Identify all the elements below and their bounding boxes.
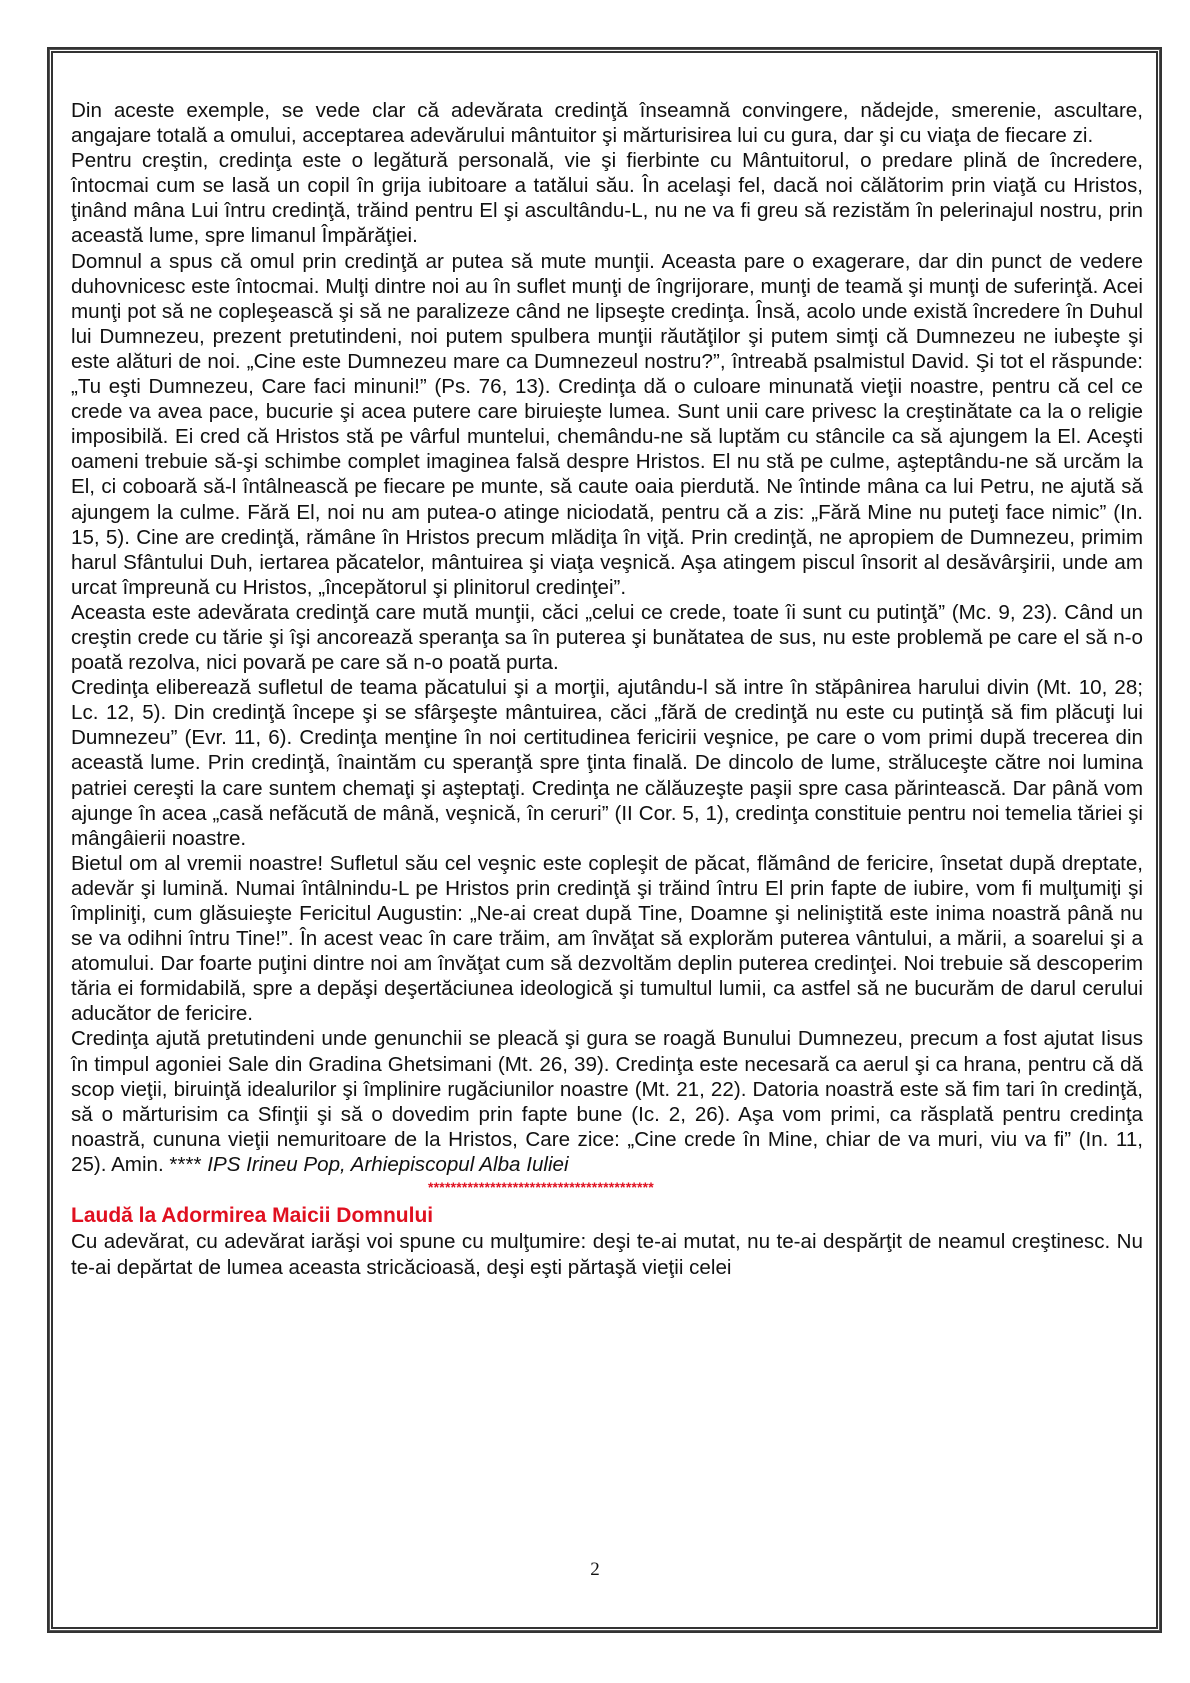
- paragraph-7: [71, 1026, 1143, 1177]
- paragraph-2: Pentru creştin, credinţa este o legătură personală, vie şi fierbinte cu Mântuitorul, o predare plină de încredere, întocmai cum se lasă un copil în grija iubitoare a tatălui său. În acelaşi fel, dacă noi călătorim prin viaţă cu Hristos, ţinând mâna Lui întru credinţă, trăind pentru El şi ascultându-L, nu ne va fi greu să rezistăm în pelerinajul nostru, prin această lume, spre limanul Împărăţiei.: [71, 149, 1143, 248]
- paragraph-6: Bietul om al vremii noastre! Sufletul său cel veşnic este copleşit de păcat, flămând de fericire, însetat după dreptate, adevăr şi lumină. Numai întâlnindu-L pe Hristos prin credinţă şi trăind întru El prin fapte de iubire, vom fi mulţumiţi şi împliniţi, cum glăsuieşte Fericitul Augustin: „Ne-ai creat după Tine, Doamne şi neliniştită este inima noastră până nu se va odihni întru Tine!”. În acest veac în care trăim, am învăţat să explorăm puterea vântului, a mării, a soarelui şi a atomului. Dar foarte puţini dintre noi am învăţat cum să dezvoltăm deplin puterea credinţei. Noi trebuie să descoperim tăria ei formidabilă, spre a depăşi deşertăciunea ideologică şi tumultul lumii, ca astfel să ne bucurăm de darul cerului aducător de fericire.: [71, 851, 1143, 1026]
- author-signature: IPS Irineu Pop, Arhiepiscopul Alba Iuliei: [207, 1152, 569, 1176]
- section-paragraph: Cu adevărat, cu adevărat iarăşi voi spune cu mulţumire: deşi te-ai mutat, nu te-ai despărţit de neamul creştinesc. Nu te-ai depărtat de lumea aceasta stricăcioasă, deşi eşti părtaşă vieţii celei: [71, 1230, 1143, 1280]
- paragraph-4: Aceasta este adevărata credinţă care mută munţii, căci „celui ce crede, toate îi sunt cu putinţă” (Mc. 9, 23). Când un creştin crede cu tărie şi îşi ancorează speranţa sa în puterea şi bunătatea de sus, nu este problemă pe care el să n-o poată rezolva, nici povară pe care să n-o poată purta.: [71, 600, 1143, 675]
- page-number: 2: [590, 1559, 600, 1580]
- paragraph-5: Credinţa eliberează sufletul de teama păcatului şi a morţii, ajutându-l să intre în stăpânirea harului divin (Mt. 10, 28; Lc. 12, 5). Din credinţă începe şi se sfârşeşte mântuirea, căci „fără de credinţă nu este cu putinţă să fim plăcuţi lui Dumnezeu” (Evr. 11, 6). Credinţa menţine în noi certitudinea fericirii veşnice, pe care o vom primi după trecerea din această lume. Prin credinţă, înaintăm cu speranţă spre ţinta finală. De dincolo de lume, străluceşte către noi lumina patriei cereşti la care suntem chemaţi şi aşteptaţi. Credinţa ne călăuzeşte paşii spre casa părintească. Dar până vom ajunge în acea „casă nefăcută de mână, veşnică, în ceruri” (II Cor. 5, 1), credinţa constituie pentru noi temelia tăriei şi mângâierii noastre.: [71, 676, 1143, 850]
- asterisk-separator: ****************************************: [428, 1179, 654, 1196]
- section-title: Laudă la Adormirea Maicii Domnului: [71, 1204, 434, 1228]
- paragraph-1: Din aceste exemple, se vede clar că adevărata credinţă înseamnă convingere, nădejde, smerenie, ascultare, angajare totală a omului, acceptarea adevărului mântuitor şi mărturisirea lui cu gura, dar şi cu viaţa de fiecare zi.: [71, 99, 1143, 148]
- paragraph-7-text: Credinţa ajută pretutindeni unde genunchii se pleacă şi gura se roagă Bunului Dumnezeu, precum a fost ajutat Iisus în timpul agoniei Sale din Gradina Ghetsimani (Mt. 26, 39). Credinţa este necesară ca aerul şi ca hrana, pentru că dă scop vieţii, biruinţă idealurilor şi împlinire rugăciunilor noastre (Mt. 21, 22). Datoria noastră este să fim tari în credinţă, să o mărturisim ca Sfinţii şi să o dovedim prin fapte bune (Ic. 2, 26). Aşa vom primi, ca răsplată pentru credinţa noastră, cununa vieţii nemuritoare de la Hristos, Care zice: „Cine crede în Mine, chiar de va muri, viu va fi” (In. 11, 25). Amin. ****: [71, 1027, 1143, 1176]
- document-body: [71, 98, 1143, 1281]
- paragraph-3: Domnul a spus că omul prin credinţă ar putea să mute munţii. Aceasta pare o exagerare, dar din punct de vedere duhovnicesc este întocmai. Mulţi dintre noi au în suflet munţi de îngrijorare, munţi de teamă şi munţi de suferinţă. Acei munţi pot să ne copleşească şi să ne paralizeze când ne lipseşte credinţa. Însă, acolo unde există încredere în Duhul lui Dumnezeu, prezent pretutindeni, noi putem spulbera munţii răutăţilor şi putem simţi că Dumnezeu ne iubeşte şi este alături de noi. „Cine este Dumnezeu mare ca Dumnezeul nostru?”, întreabă psalmistul David. Şi tot el răspunde: „Tu eşti Dumnezeu, Care faci minuni!” (Ps. 76, 13). Credinţa dă o culoare minunată vieţii noastre, pentru că cel ce crede va avea pace, bucurie şi acea putere care biruieşte lumea. Sunt unii care privesc la creştinătate ca la o religie imposibilă. Ei cred că Hristos stă pe vârful muntelui, chemându-ne să luptăm cu stâncile ca să ajungem la El. Aceşti oameni trebuie să-şi schimbe complet imaginea falsă despre Hristos. El nu stă pe culme, aşteptându-ne să urcăm la El, ci coboară să-l întâlnească pe fiecare pe munte, să caute oaia pierdută. Ne întinde mâna ca lui Petru, ne ajută să ajungem la culme. Fără El, noi nu am putea-o atinge niciodată, pentru că a zis: „Fără Mine nu puteţi face nimic” (In. 15, 5). Cine are credinţă, rămâne în Hristos precum mlădiţa în viţă. Prin credinţă, ne apropiem de Dumnezeu, primim harul Sfântului Duh, iertarea păcatelor, mântuirea şi viaţa veşnică. Aşa atingem piscul însorit al desăvârşirii, unde am urcat împreună cu Hristos, „începătorul şi plinitorul credinţei”.: [71, 249, 1143, 599]
